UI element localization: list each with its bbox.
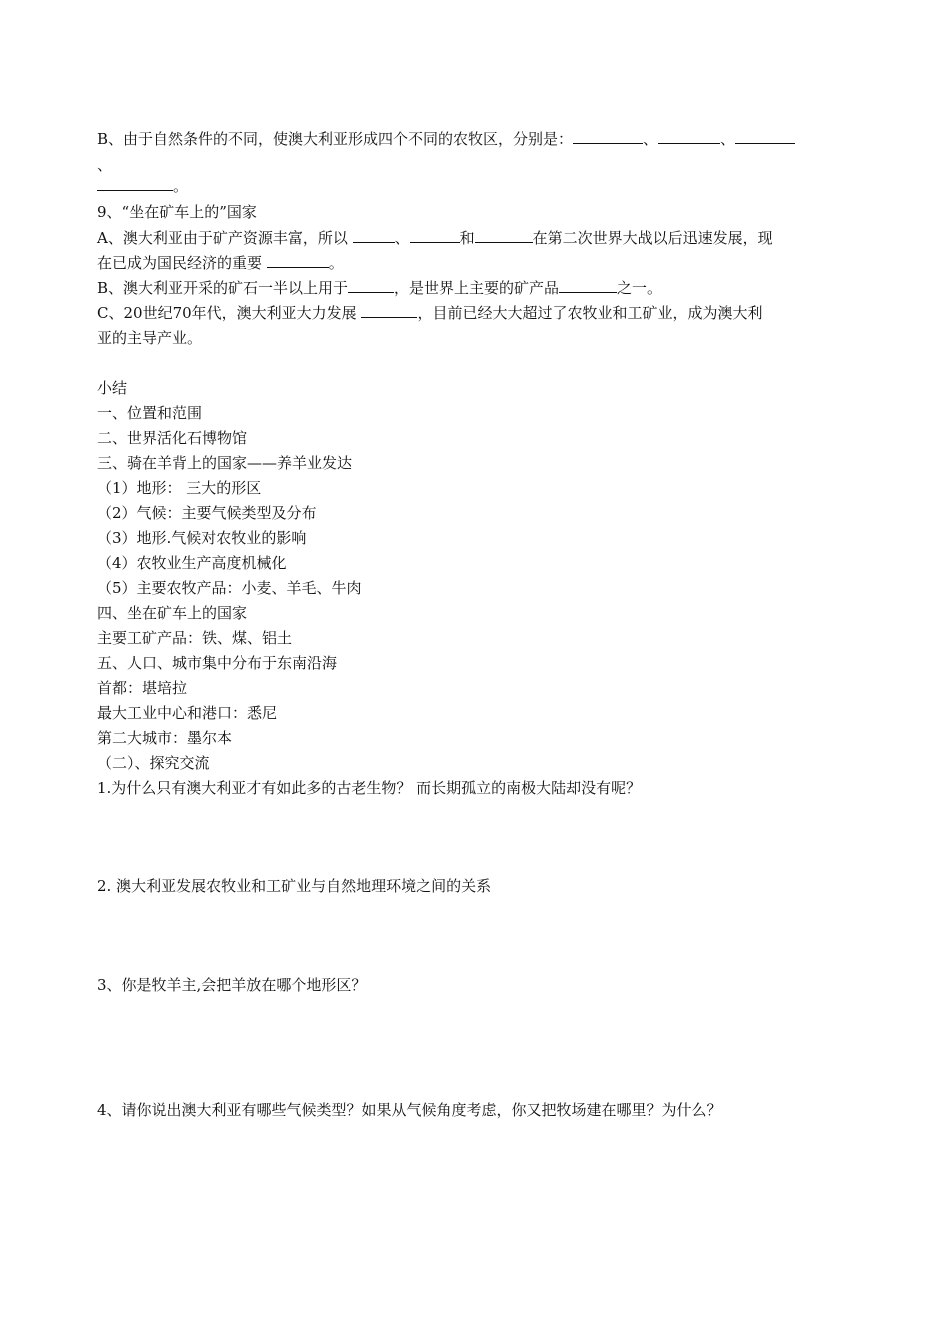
answer-blank[interactable] (348, 278, 394, 293)
answer-blank[interactable] (97, 176, 173, 191)
section9-title: 9、“坐在矿车上的”国家 (97, 203, 257, 221)
summary-item: 四、坐在矿车上的国家 (97, 604, 248, 622)
answer-blank[interactable] (735, 129, 795, 144)
summary-item: （2）气候：主要气候类型及分布 (97, 504, 317, 522)
section9-c-line2: 亚的主导产业。 (97, 329, 203, 347)
section9-c-text-cont: ，目前已经大大超过了农牧业和工矿业，成为澳大利 (417, 304, 763, 322)
agri-regions-sep-line (97, 155, 112, 175)
section9-c-text: C、20世纪70年代，澳大利亚大力发展 (97, 304, 357, 322)
summary-item: （3）地形.气候对农牧业的影响 (97, 529, 307, 547)
section9-b-text-mid: ，是世界上主要的矿产品 (394, 279, 560, 297)
sentence-end: 。 (173, 177, 189, 195)
answer-blank[interactable] (559, 278, 617, 293)
summary-item: （4）农牧业生产高度机械化 (97, 554, 287, 572)
summary-item: （1）地形： 三大的形区 (97, 479, 262, 497)
answer-blank[interactable] (573, 129, 643, 144)
sentence-end: 。 (328, 254, 344, 272)
summary-item: 五、人口、城市集中分布于东南沿海 (97, 654, 338, 672)
question-1: 1.为什么只有澳大利亚才有如此多的古老生物？ 而长期孤立的南极大陆却没有呢？ (97, 779, 642, 797)
section9-a-line2 (97, 253, 344, 273)
section9-b-line (97, 278, 662, 298)
exploration-heading: （二）、探究交流 (97, 754, 210, 772)
answer-blank[interactable] (267, 253, 329, 268)
separator: 、 (394, 229, 410, 247)
separator: 、 (97, 156, 113, 174)
summary-item: 首都：堪培拉 (97, 679, 188, 697)
section9-a-text2: 在已成为国民经济的重要 (97, 254, 263, 272)
question-4: 4、请你说出澳大利亚有哪些气候类型？如果从气候角度考虑，你又把牧场建在哪里？为什么？ (97, 1101, 722, 1119)
answer-blank[interactable] (658, 129, 720, 144)
section9-a-text: A、澳大利亚由于矿产资源丰富，所以 (97, 229, 348, 247)
answer-blank[interactable] (361, 303, 417, 318)
section9-b-text-end: 之一。 (617, 279, 663, 297)
summary-title: 小结 (97, 379, 128, 397)
answer-blank[interactable] (410, 228, 460, 243)
answer-blank[interactable] (353, 228, 395, 243)
section9-a-text-cont: 在第二次世界大战以后迅速发展，现 (532, 229, 773, 247)
agri-regions-last-line (97, 176, 188, 196)
summary-item: 二、世界活化石博物馆 (97, 429, 248, 447)
summary-item: 主要工矿产品：铁、煤、铝土 (97, 629, 293, 647)
agri-regions-question (97, 129, 795, 149)
question-2: 2. 澳大利亚发展农牧业和工矿业与自然地理环境之间的关系 (97, 877, 492, 895)
separator: 、 (643, 130, 659, 148)
section9-c-line1 (97, 303, 762, 323)
separator: 、 (720, 130, 736, 148)
and-word: 和 (459, 229, 475, 247)
answer-blank[interactable] (475, 228, 533, 243)
summary-item: 第二大城市：墨尔本 (97, 729, 233, 747)
section9-a-line1 (97, 228, 773, 248)
summary-item: 三、骑在羊背上的国家——养羊业发达 (97, 454, 353, 472)
summary-item: 一、位置和范围 (97, 404, 203, 422)
question-3: 3、你是牧羊主,会把羊放在哪个地形区？ (97, 976, 367, 994)
agri-regions-text: B、由于自然条件的不同，使澳大利亚形成四个不同的农牧区，分别是： (97, 130, 574, 148)
summary-item: 最大工业中心和港口：悉尼 (97, 704, 278, 722)
section9-b-text: B、澳大利亚开采的矿石一半以上用于 (97, 279, 349, 297)
summary-item: （5）主要农牧产品：小麦、羊毛、牛肉 (97, 579, 362, 597)
